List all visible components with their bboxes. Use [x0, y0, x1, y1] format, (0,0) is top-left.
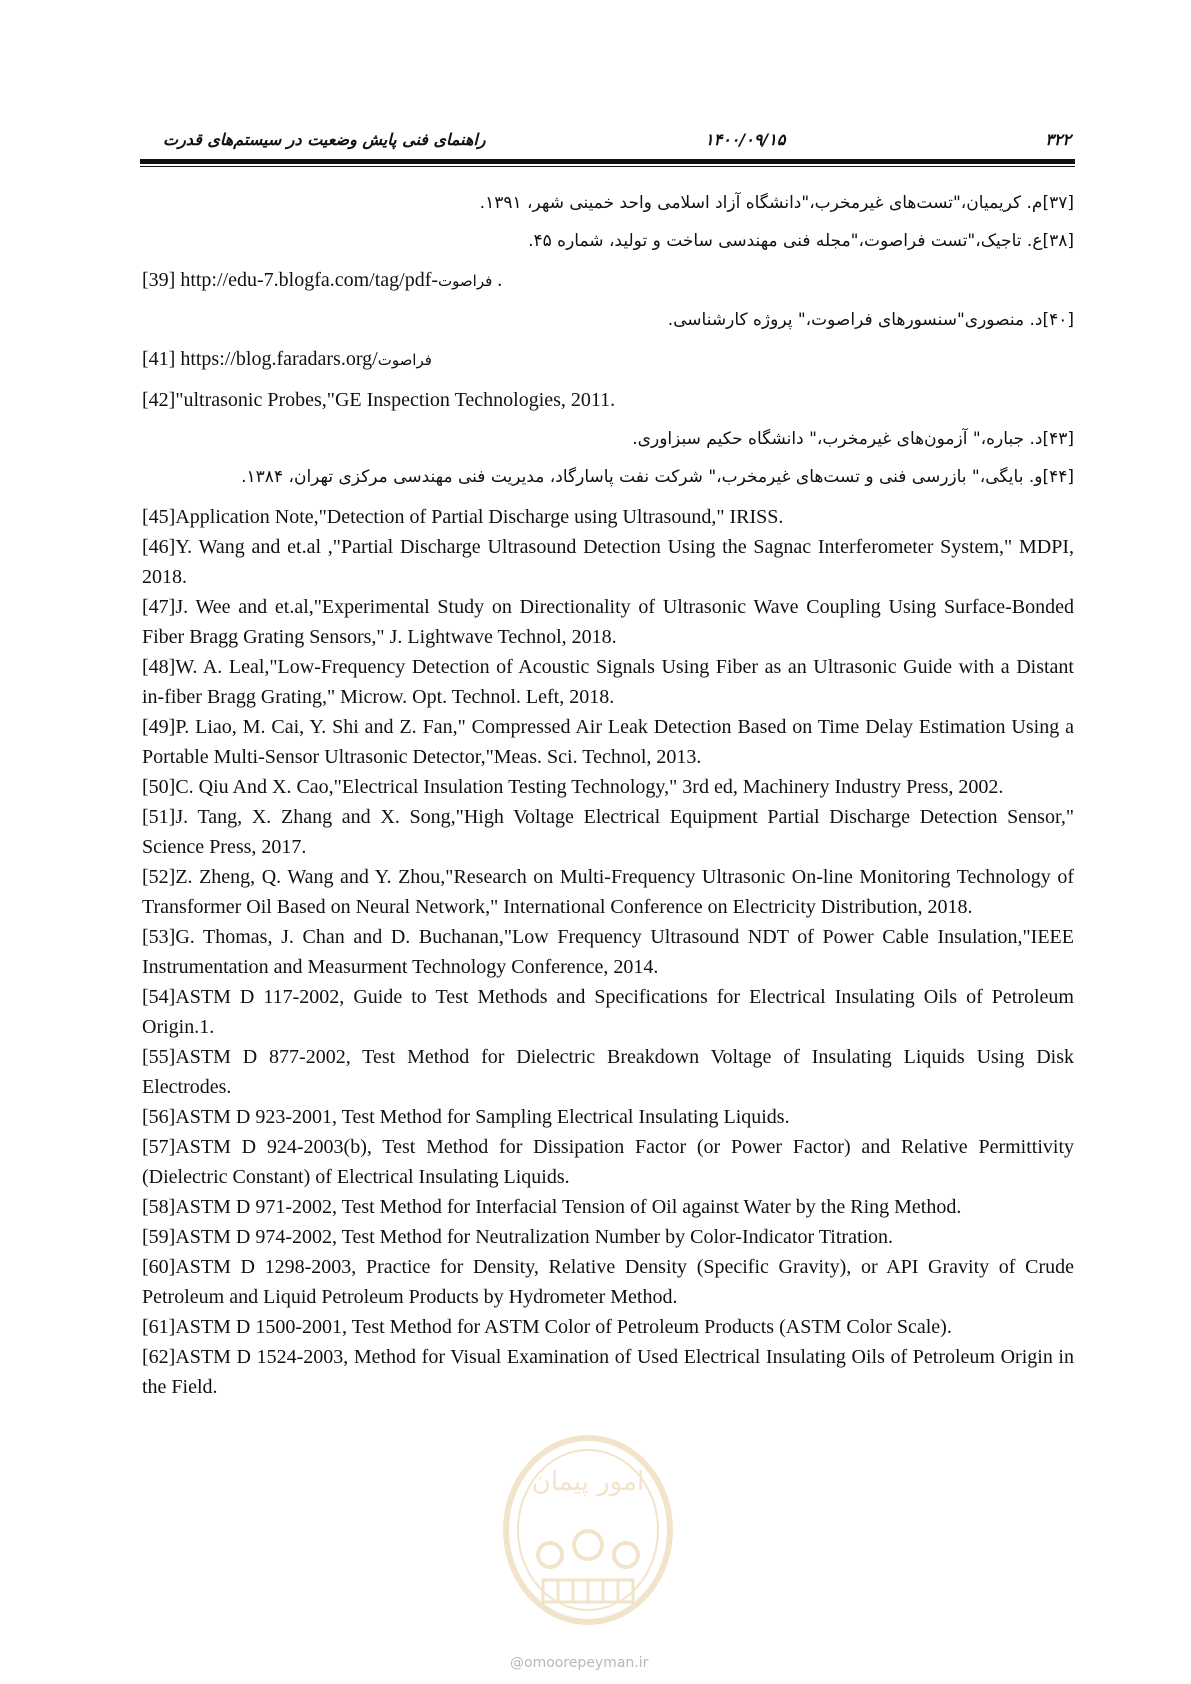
- references-list: [142, 190, 1074, 1402]
- reference-item: [55]ASTM D 877-2002, Test Method for Dielectric Breakdown Voltage of Insulating Liquids Using Disk Electrodes.: [142, 1046, 1074, 1098]
- watermark-url: @omoorepeyman.ir: [510, 1655, 649, 1671]
- reference-item: [50]C. Qiu And X. Cao,"Electrical Insulation Testing Technology," 3rd ed, Machinery Industry Press, 2002.: [142, 776, 1004, 798]
- header-date: ۱۴۰۰/۰۹/۱۵: [705, 130, 786, 149]
- reference-suffix: .: [492, 269, 503, 291]
- reference-item: [51]J. Tang, X. Zhang and X. Song,"High Voltage Electrical Equipment Partial Discharge Detection Sensor," Science Press, 2017.: [142, 806, 1074, 858]
- reference-item: [۴۳]د. جباره،" آزمون‌های غیرمخرب،" دانشگاه حکیم سبزاوری.: [632, 429, 1074, 449]
- reference-item: [60]ASTM D 1298-2003, Practice for Density, Relative Density (Specific Gravity), or API Gravity of Crude Petroleum and Liquid Petroleum Products by Hydrometer Method.: [142, 1256, 1074, 1308]
- reference-item: [۳۸]ع. تاجیک،"تست فراصوت،"مجله فنی مهندسی ساخت و تولید، شماره ۴۵.: [528, 231, 1074, 251]
- reference-item: [57]ASTM D 924-2003(b), Test Method for Dissipation Factor (or Power Factor) and Relative Permittivity (Dielectric Constant) of Electrical Insulating Liquids.: [142, 1136, 1074, 1188]
- header-rule-thin: [140, 166, 1075, 167]
- reference-item: [58]ASTM D 971-2002, Test Method for Interfacial Tension of Oil against Water by the Ring Method.: [142, 1196, 962, 1218]
- reference-item: [۳۷]م. کریمیان،"تست‌های غیرمخرب،"دانشگاه آزاد اسلامی واحد خمینی شهر، ۱۳۹۱.: [479, 193, 1074, 213]
- reference-link[interactable]: [39] http://edu-7.blogfa.com/tag/pdf-: [142, 269, 439, 291]
- reference-item: [۴۴]و. بایگی،" بازرسی فنی و تست‌های غیرمخرب،" شرکت نفت پاسارگاد، مدیریت فنی مهندسی مرکزی تهران، ۱۳۸۴.: [241, 467, 1074, 487]
- running-title: راهنمای فنی پایش وضعیت در سیستم‌های قدرت: [163, 130, 486, 149]
- reference-item: [46]Y. Wang and et.al ,"Partial Discharge Ultrasound Detection Using the Sagnac Interferometer System," MDPI, 2018.: [142, 536, 1074, 588]
- reference-item: [48]W. A. Leal,"Low-Frequency Detection of Acoustic Signals Using Fiber as an Ultrasonic Guide with a Distant in-fiber Bragg Grating," Microw. Opt. Technol. Left, 2018.: [142, 656, 1074, 708]
- reference-item: [59]ASTM D 974-2002, Test Method for Neutralization Number by Color-Indicator Titration.: [142, 1226, 894, 1248]
- reference-item: [56]ASTM D 923-2001, Test Method for Sampling Electrical Insulating Liquids.: [142, 1106, 790, 1128]
- reference-item: [142, 345, 1074, 374]
- reference-item: [45]Application Note,"Detection of Partial Discharge using Ultrasound," IRISS.: [142, 506, 784, 528]
- reference-item: [۴۰]د. منصوری"سنسورهای فراصوت،" پروژه کارشناسی.: [667, 310, 1074, 330]
- reference-item: [61]ASTM D 1500-2001, Test Method for ASTM Color of Petroleum Products (ASTM Color Scale).: [142, 1316, 952, 1338]
- reference-link-fa: فراصوت: [377, 351, 432, 369]
- reference-item: [52]Z. Zheng, Q. Wang and Y. Zhou,"Research on Multi-Frequency Ultrasonic On-line Monitoring Technology of Transformer Oil Based on Neural Network," International Conference on Electricity Distribution, 2018.: [142, 866, 1074, 918]
- reference-item: [142, 266, 1074, 295]
- reference-item: [49]P. Liao, M. Cai, Y. Shi and Z. Fan," Compressed Air Leak Detection Based on Time Delay Estimation Using a Portable Multi-Sensor Ultrasonic Detector,"Meas. Sci. Technol, 2013.: [142, 716, 1074, 768]
- publisher-seal-watermark: [498, 1430, 678, 1630]
- reference-item: [62]ASTM D 1524-2003, Method for Visual Examination of Used Electrical Insulating Oils of Petroleum Origin in the Field.: [142, 1346, 1074, 1398]
- reference-item: [42]"ultrasonic Probes,"GE Inspection Technologies, 2011.: [142, 389, 616, 411]
- reference-item: [54]ASTM D 117-2002, Guide to Test Methods and Specifications for Electrical Insulating Oils of Petroleum Origin.1.: [142, 986, 1074, 1038]
- english-references: [142, 502, 1074, 1402]
- reference-link-fa: فراصوت: [438, 272, 493, 290]
- reference-item: [53]G. Thomas, J. Chan and D. Buchanan,"Low Frequency Ultrasound NDT of Power Cable Insulation,"IEEE Instrumentation and Measurment Technology Conference, 2014.: [142, 926, 1074, 978]
- header-rule-thick: [140, 159, 1075, 164]
- page-number: ۳۲۲: [1045, 130, 1071, 149]
- reference-item: [47]J. Wee and et.al,"Experimental Study on Directionality of Ultrasonic Wave Coupling Using Surface-Bonded Fiber Bragg Grating Sensors," J. Lightwave Technol, 2018.: [142, 596, 1074, 648]
- seal-text: امور پیمان: [531, 1467, 645, 1497]
- reference-link[interactable]: [41] https://blog.faradars.org/: [142, 348, 378, 370]
